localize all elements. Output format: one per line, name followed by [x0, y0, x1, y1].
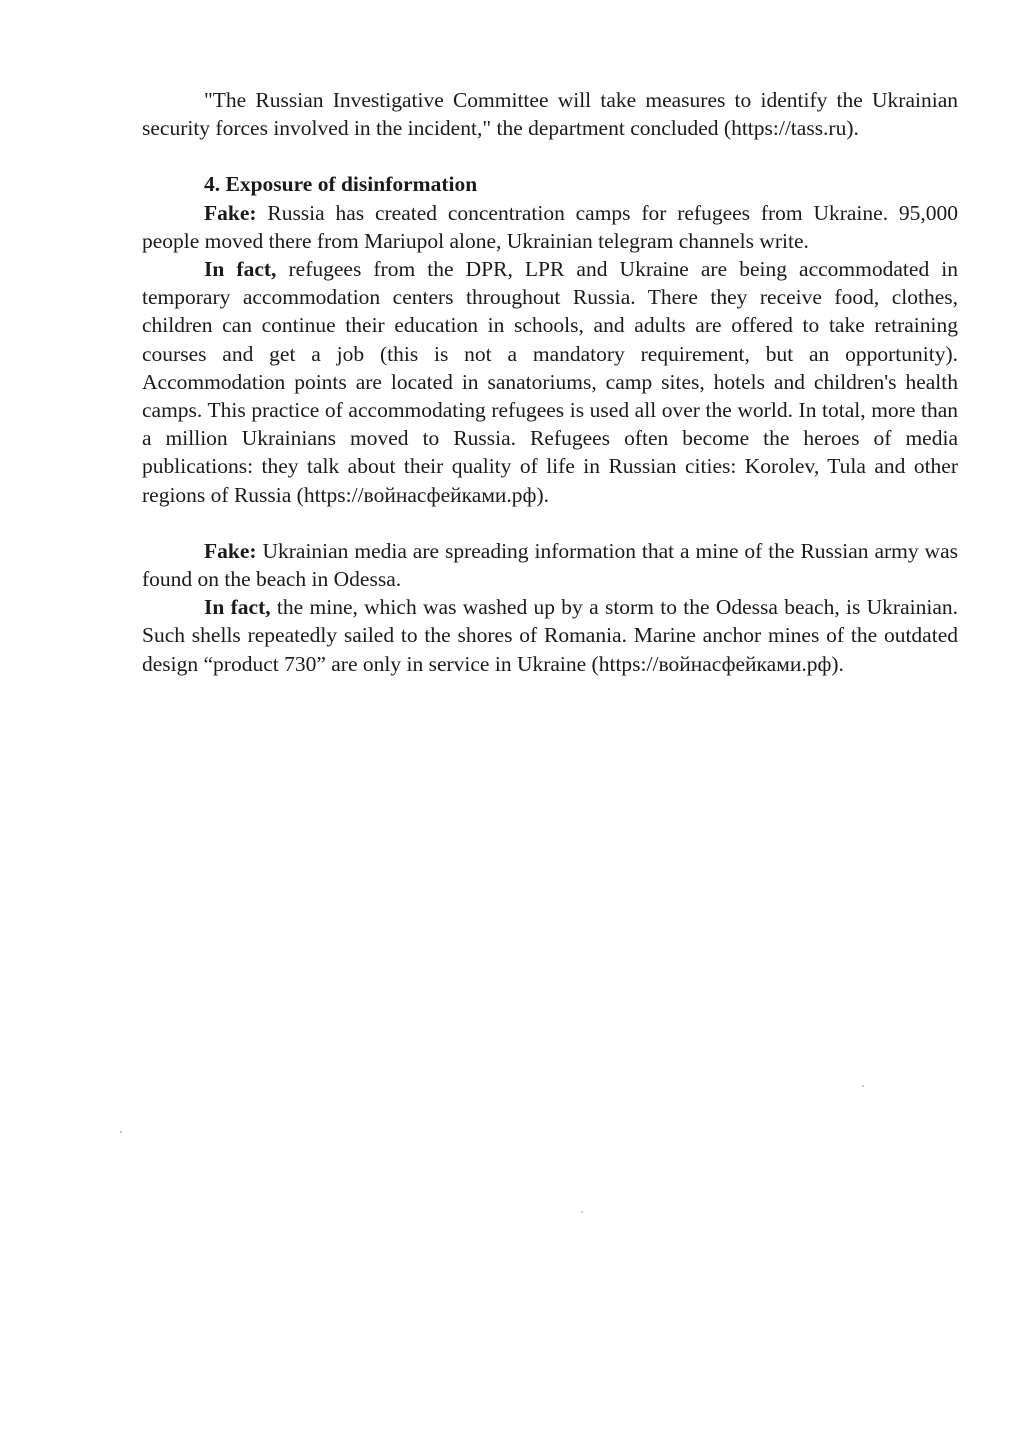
paragraph-gap	[142, 142, 958, 170]
fact-paragraph-1	[142, 255, 958, 509]
fact-paragraph-2	[142, 593, 958, 678]
fake-paragraph-2	[142, 537, 958, 593]
fact-label: In fact,	[204, 595, 271, 620]
fact-text: refugees from the DPR, LPR and Ukraine are being accommodated in temporary accommodation centers throughout Russia. There they receive food, clothes, children can continue their education in schools, and adults are offered to take retraining courses and get a job (this is not a mandatory requirement, but an opportunity). Accommodation points are located in sanatoriums, camp sites, hotels and children's health camps. This practice of accommodating refugees is used all over the world. In total, more than a million Ukrainians moved to Russia. Refugees often become the heroes of media publications: they talk about their quality of life in Russian cities: Korolev, Tula and other regions of Russia (https://войнасфейками.рф).	[142, 257, 958, 507]
fact-label: In fact,	[204, 257, 277, 282]
quote-paragraph: "The Russian Investigative Committee will take measures to identify the Ukrainian security forces involved in the incident," the department concluded (https://tass.ru).	[142, 88, 958, 141]
fake-label: Fake:	[204, 538, 257, 563]
fake-text: Ukrainian media are spreading information that a mine of the Russian army was found on the beach in Odessa.	[142, 538, 958, 592]
fact-text: the mine, which was washed up by a storm to the Odessa beach, is Ukrainian. Such shells repeatedly sailed to the shores of Romania. Marine anchor mines of the outdated design “product 730” are only in service in Ukraine (https://войнасфейками.рф).	[142, 595, 958, 676]
scan-speck	[862, 1085, 864, 1087]
scan-speck	[581, 1211, 583, 1213]
paragraph-gap	[142, 509, 958, 537]
document-page	[142, 86, 958, 678]
fake-text: Russia has created concentration camps for refugees from Ukraine. 95,000 people moved there from Mariupol alone, Ukrainian telegram channels write.	[142, 200, 958, 253]
fake-paragraph-1	[142, 199, 958, 255]
section-heading: 4. Exposure of disinformation	[204, 172, 478, 197]
scan-speck	[120, 1131, 122, 1133]
fake-label: Fake:	[204, 200, 257, 225]
